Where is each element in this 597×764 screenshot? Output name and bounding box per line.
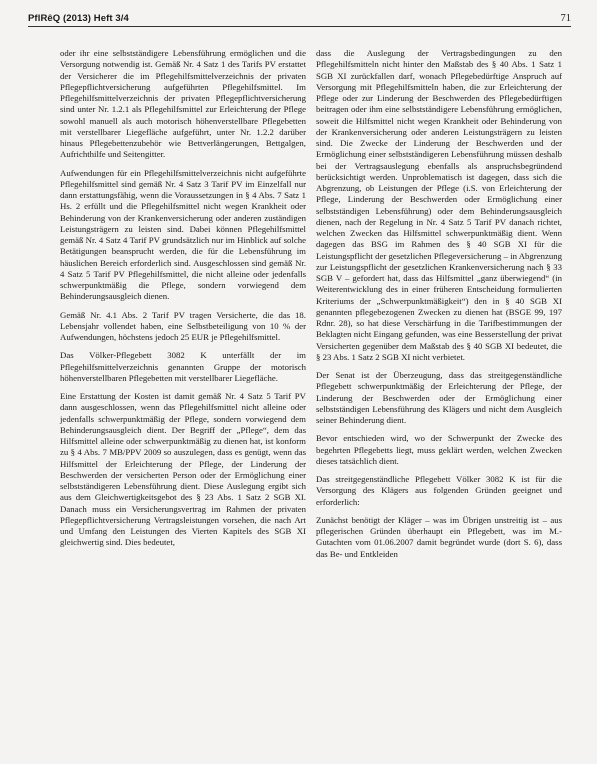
paragraph: Zunächst benötigt der Kläger – was im Übrigen unstreitig ist – aus pflegerischen Gründen überhaupt ein Pflegebett, was im M.-Gutachten vom 01.06.2007 damit begründet wurde (dort S. 6), dass das Be- und Entkleiden [316, 514, 562, 559]
paragraph: oder ihr eine selbstständigere Lebensführung ermöglichen und die Versorgung notwendig ist. Gemäß Nr. 4 Satz 1 des Tarifs PV erstattet der Versicherer die im Pflegehilfsmittelverzeichnis der privaten Pflegepflichtversicherung aufgeführten Pflegehilfsmittel. Im Pflegehilfsmittelverzeichnis der privaten Pflegepflichtversicherung sind unter Nr. 1.2.1 als Pflegehilfsmittel zur Erleichterung der Pflege sowohl manuell als auch motorisch höhenverstellbare Pflegebetten mit verstellbarer Liegefläche aufgeführt, unter Nr. 1.2.2 darüber hinaus Pflegebettenzubehör wie Bettverlängerungen, Bettgalgen, Aufrichthilfe und Seitengitter. [60, 48, 306, 160]
paragraph: Gemäß Nr. 4.1 Abs. 2 Tarif PV tragen Versicherte, die das 18. Lebensjahr vollendet haben, eine Selbstbeteiligung von 10 % der Aufwendungen, höchstens jedoch 25 EUR je Pflegehilfsmittel. [60, 309, 306, 342]
paragraph: Aufwendungen für ein Pflegehilfsmittelverzeichnis nicht aufgeführte Pflegehilfsmittel sind gemäß Nr. 4 Satz 3 Tarif PV im Einzelfall nur dann erstattungsfähig, wenn die Voraussetzungen in § 4 Abs. 7 Satz 1 Hs. 2 erfüllt und die Pflegehilfsmittel nicht wegen Krankheit oder Behinderung von der Krankenversicherung oder anderen zuständigen Leistungsträgern zu leisten sind. Dabei können Pflegehilfsmittel gemäß Nr. 4 Satz 4 Tarif PV grundsätzlich nur im Hinblick auf solche Betätigungen beansprucht werden, die für die Lebensführung im häuslichen Bereich erforderlich sind. Ausgeschlossen sind gemäß Nr. 4 Satz 5 Tarif PV Pflegehilfsmittel, die nicht alleine oder jedenfalls schwerpunktmäßig die Pflege, sondern vorwiegend dem Behinderungsausgleich dienen. [60, 167, 306, 302]
page-number: 71 [560, 13, 571, 24]
paragraph: Eine Erstattung der Kosten ist damit gemäß Nr. 4 Satz 5 Tarif PV dann ausgeschlossen, wenn das Pflegehilfsmittel nicht alleine oder jedenfalls schwerpunktmäßig der Pflege, sondern vorwiegend dem Behinderungsausgleich dient. Der Begriff der „Pflege“, dem das Hilfsmittel alleine oder schwerpunktmäßig zu dienen hat, ist konform zu § 4 Abs. 7 MB/PPV 2009 so auszulegen, dass es genügt, wenn das Hilfsmittel der Erleichterung der Pflege, der Linderung der Beschwerden der versicherten Person oder der Ermöglichung einer selbstständigeren Lebensführung dient. Diese Auslegung ergibt sich aus dem Gleichwertigkeitsgebot des § 23 Abs. 1 Satz 2 SGB XI. Danach muss ein Versicherungsvertrag im Rahmen der privaten Pflegepflichtversicherung Vertragsleistungen vorsehen, die nach Art und Umfang den Leistungen des Vierten Kapitels des SGB XI gleichwertig sind. Dies bedeutet, [60, 391, 306, 548]
paragraph: dass die Auslegung der Vertragsbedingungen zu den Pflegehilfsmitteln nicht hinter den Maßstab des § 40 Abs. 1 Satz 1 SGB XI zurückfallen darf, wonach Pflegebedürftige Anspruch auf Versorgung mit Pflegehilfsmitteln haben, die zur Erleichterung der Pflege oder zur Linderung der Beschwerden des Pflegebedürftigen beitragen oder ihm eine selbstständigere Lebensführung ermöglichen, soweit die Hilfsmittel nicht wegen Krankheit oder Behinderung von der Krankenversicherung oder anderen Leistungsträgern zu leisten sind. Die Zwecke der Linderung der Beschwerden und der Ermöglichung einer selbstständigeren Lebensführung müssen deshalb bei der Vertragsauslegung ebenfalls als anspruchsbegründend berücksichtigt werden. Unproblematisch ist dagegen, dass sich die Abgrenzung, ob Leistungen der Pflege (i.S. von Erleichterung der Pflege, Linderung der Beschwerden oder Ermöglichung einer selbstständigen Lebensführung) oder dem Behinderungsausgleich dienen, nach der Regelung in Nr. 4 Satz 5 Tarif PV danach richtet, welchen Zwecken das Hilfsmittel schwerpunktmäßig dient. Wenn dagegen das BSG im Rahmen des § 40 SGB XI für die Leistungspflicht der gesetzlichen Pflegeversicherung – in Abgrenzung zur Leistungspflicht der gesetzlichen Krankenversicherung nach § 33 SGB V – gefordert hat, dass das Hilfsmittel „ganz überwiegend“ (in Weiterentwicklung des in einer früheren Entscheidung formulierten Kriteriums der „Schwerpunktmäßigkeit“) den in § 40 SGB XI genannten pflegebezogenen Zwecken zu dienen hat (BSGE 99, 197 Rdnr. 28), so hat diese Verschärfung in die Tarifbestimmungen der Beklagten nicht Eingang gefunden, was eine Besserstellung der privat Versicherten gegenüber dem Maßstab des § 40 SGB XI bedeutet, die § 23 Abs. 1 Satz 2 SGB XI nicht verbietet. [316, 48, 562, 362]
paragraph: Der Senat ist der Überzeugung, dass das streitgegenständliche Pflegebett schwerpunktmäßig der Erleichterung der Pflege, der Linderung der Beschwerden oder der Ermöglichung einer selbstständigen Lebensführung des Klägers und nicht dem Ausgleich seiner Behinderung dient. [316, 370, 562, 425]
left-column [60, 48, 306, 556]
paragraph: Das streitgegenständliche Pflegebett Völker 3082 K ist für die Versorgung des Klägers aus folgenden Gründen geeignet und erforderlich: [316, 474, 562, 507]
paragraph: Das Völker-Pflegebett 3082 K unterfällt der im Pflegehilfsmittelverzeichnis genannten Gruppe der motorisch höhenverstellbaren Pflegebetten mit verstellbarer Liegefläche. [60, 350, 306, 383]
page-header [28, 8, 571, 24]
paragraph: Bevor entschieden wird, wo der Schwerpunkt der Zwecke des begehrten Pflegebetts liegt, muss geklärt werden, welchen Zwecken dieses tatsächlich dient. [316, 433, 562, 466]
header-rule [28, 26, 571, 27]
journal-citation: PflRêQ (2013) Heft 3/4 [28, 13, 129, 24]
right-column [316, 48, 562, 567]
